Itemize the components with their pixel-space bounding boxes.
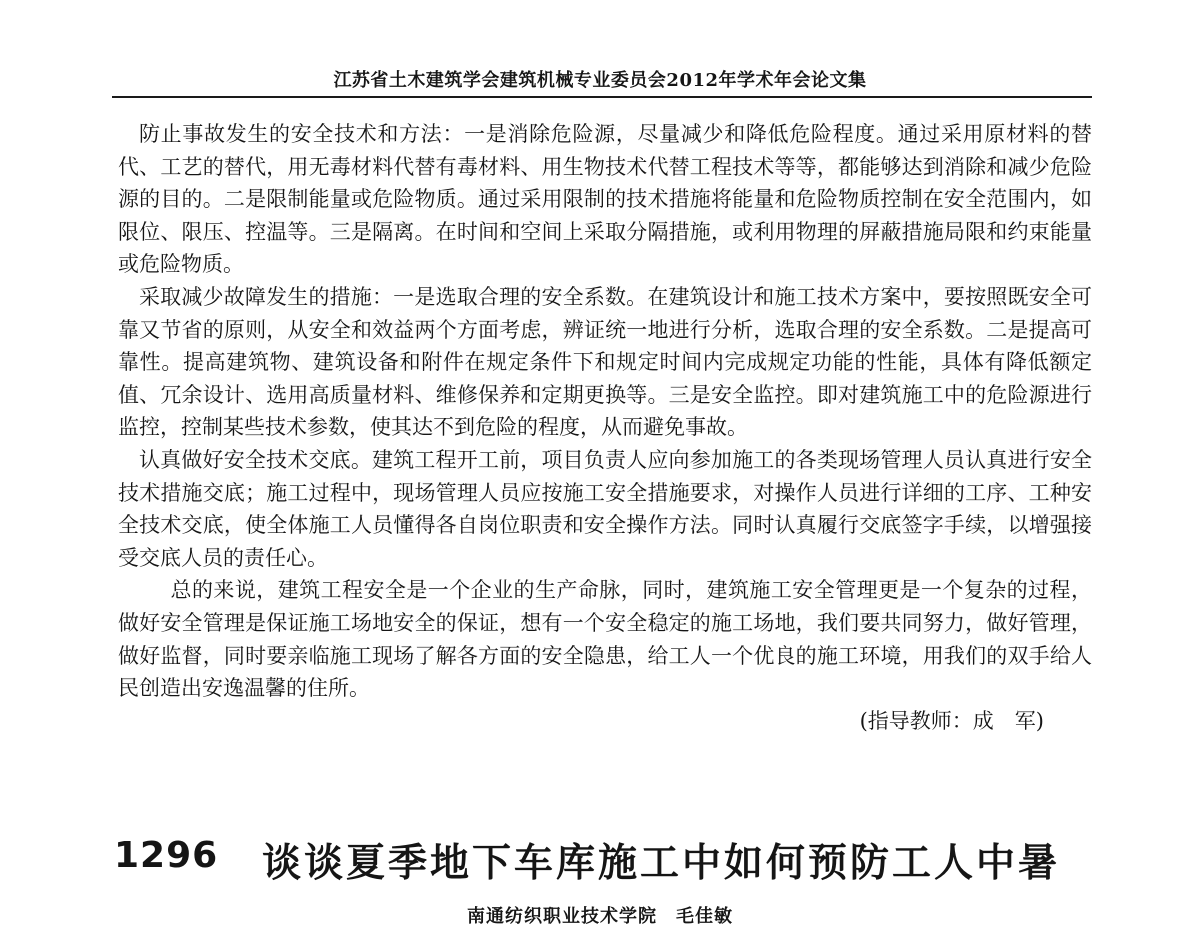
paragraph-fault-reduction: 采取减少故障发生的措施：一是选取合理的安全系数。在建筑设计和施工技术方案中，要按照既安全可靠又节省的原则，从安全和效益两个方面考虑，辨证统一地进行分析，选取合理的安全系数。二是提高可靠性。提高建筑物、建筑设备和附件在规定条件下和规定时间内完成规定功能的性能，具体有降低额定值、冗余设计、选用高质量材料、维修保养和定期更换等。三是安全监控。即对建筑施工中的危险源进行监控，控制某些技术参数，使其达不到危险的程度，从而避免事故。 xyxy=(118,284,1092,440)
advisor-credit: (指导教师：成 军) xyxy=(859,708,1044,733)
article-number: 1296 xyxy=(114,835,219,876)
body-text xyxy=(118,118,1092,737)
running-header: 江苏省土木建筑学会建筑机械专业委员会2012年学术年会论文集 xyxy=(333,70,867,91)
paragraph-conclusion: 总的来说，建筑工程安全是一个企业的生产命脉，同时，建筑施工安全管理更是一个复杂的过程，做好安全管理是保证施工场地安全的保证，想有一个安全稳定的施工场地，我们要共同努力，做好管理，做好监督，同时要亲临施工现场了解各方面的安全隐患，给工人一个优良的施工环境，用我们的双手给人民创造出安逸温馨的住所。 xyxy=(118,578,1092,701)
author-affiliation-line: 南通纺织职业技术学院 毛佳敏 xyxy=(467,906,733,927)
paragraph-safety-briefing: 认真做好安全技术交底。建筑工程开工前，项目负责人应向参加施工的各类现场管理人员认真进行安全技术措施交底；施工过程中，现场管理人员应按施工安全措施要求，对操作人员进行详细的工序、工种安全技术交底，使全体施工人员懂得各自岗位职责和安全操作方法。同时认真履行交底签字手续，以增强接受交底人员的责任心。 xyxy=(118,447,1092,570)
article-title: 谈谈夏季地下车库施工中如何预防工人中暑 xyxy=(262,841,1061,886)
paragraph-accident-prevention: 防止事故发生的安全技术和方法：一是消除危险源，尽量减少和降低危险程度。通过采用原材料的替代、工艺的替代，用无毒材料代替有毒材料、用生物技术代替工程技术等等，都能够达到消除和减少危险源的目的。二是限制能量或危险物质。通过采用限制的技术措施将能量和危险物质控制在安全范围内，如限位、限压、控温等。三是隔离。在时间和空间上采取分隔措施，或利用物理的屏蔽措施局限和约束能量或危险物质。 xyxy=(118,122,1092,277)
header-rule xyxy=(112,96,1092,98)
